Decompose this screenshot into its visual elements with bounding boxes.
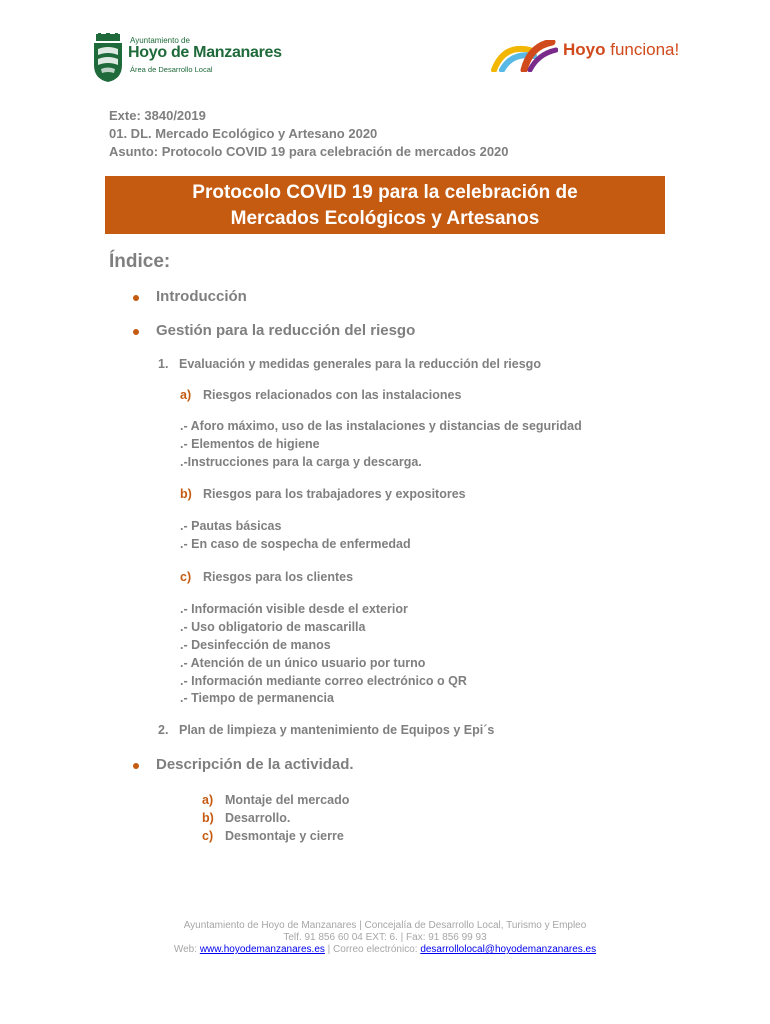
bullet-icon <box>133 295 139 301</box>
hoyo-funciona-logo <box>490 36 700 76</box>
section-b-title: Riesgos para los trabajadores y expositores <box>203 487 466 501</box>
letter-b: b) <box>180 487 192 501</box>
bullet-icon <box>133 329 139 335</box>
footer-line-1: Ayuntamiento de Hoyo de Manzanares | Concejalía de Desarrollo Local, Turismo y Empleo <box>183 920 587 931</box>
number-1: 1. <box>158 357 169 371</box>
numbered-item-1: Evaluación y medidas generales para la reducción del riesgo <box>179 357 541 371</box>
municipality-logo <box>92 33 282 85</box>
title-line-2: Mercados Ecológicos y Artesanos <box>230 208 540 229</box>
document-title-banner <box>105 176 665 234</box>
bullet-introduccion: Introducción <box>156 288 247 305</box>
section-b-item: .- Pautas básicas <box>180 519 282 533</box>
web-label: Web: <box>173 944 198 955</box>
bullet-descripcion: Descripción de la actividad. <box>156 756 354 773</box>
title-line-1: Protocolo COVID 19 para la celebración de <box>192 182 578 203</box>
section-c-item: .- Información mediante correo electrónico o QR <box>180 674 467 688</box>
website-link[interactable]: www.hoyodemanzanares.es <box>199 944 325 955</box>
letter-c: c) <box>180 570 192 584</box>
activity-item: Desarrollo. <box>225 811 291 825</box>
footer-line-2: Telf. 91 856 60 04 EXT: 6. | Fax: 91 856 99 93 <box>283 932 487 943</box>
hoyo-word: Hoyo <box>563 40 606 59</box>
letter-c: c) <box>202 829 214 843</box>
numbered-item-2: Plan de limpieza y mantenimiento de Equipos y Epi´s <box>179 723 495 737</box>
section-b-item: .- En caso de sospecha de enfermedad <box>180 537 411 551</box>
number-2: 2. <box>158 723 169 737</box>
logo-name: Hoyo de Manzanares <box>128 44 282 61</box>
funciona-word: funciona! <box>610 40 680 59</box>
section-c-item: .- Información visible desde el exterior <box>180 602 408 616</box>
logo-caption: Ayuntamiento de <box>130 36 190 45</box>
letter-a: a) <box>202 793 214 807</box>
section-c-title: Riesgos para los clientes <box>203 570 354 584</box>
file-title: 01. DL. Mercado Ecológico y Artesano 2020 <box>109 126 378 141</box>
section-a-item: .-Instrucciones para la carga y descarga. <box>180 455 422 469</box>
logo-area: Área de Desarrollo Local <box>130 65 213 74</box>
activity-item: Desmontaje y cierre <box>225 829 344 843</box>
bullet-icon <box>133 763 139 769</box>
section-c-item: .- Desinfección de manos <box>180 638 331 652</box>
section-a-title: Riesgos relacionados con las instalaciones <box>203 388 462 402</box>
subject-line: Asunto: Protocolo COVID 19 para celebración de mercados 2020 <box>109 144 509 159</box>
section-a-item: .- Aforo máximo, uso de las instalaciones y distancias de seguridad <box>180 419 582 433</box>
section-c-item: .- Tiempo de permanencia <box>180 691 334 705</box>
email-link[interactable]: desarrollolocal@hoyodemanzanares.es <box>420 944 597 955</box>
section-c-item: .- Uso obligatorio de mascarilla <box>180 620 366 634</box>
section-a-item: .- Elementos de higiene <box>180 437 320 451</box>
footer-line-3 <box>0 944 770 955</box>
email-label: | Correo electrónico: <box>327 944 418 955</box>
letter-b: b) <box>202 811 214 825</box>
index-heading: Índice: <box>109 251 171 272</box>
bullet-gestion: Gestión para la reducción del riesgo <box>156 322 416 339</box>
rainbow-icon <box>490 40 558 72</box>
activity-item: Montaje del mercado <box>225 793 350 807</box>
file-number: Exte: 3840/2019 <box>109 108 206 123</box>
letter-a: a) <box>180 388 192 402</box>
hoyo-funciona-text <box>563 40 679 60</box>
section-c-item: .- Atención de un único usuario por turno <box>180 656 426 670</box>
coat-of-arms-icon <box>92 33 124 83</box>
